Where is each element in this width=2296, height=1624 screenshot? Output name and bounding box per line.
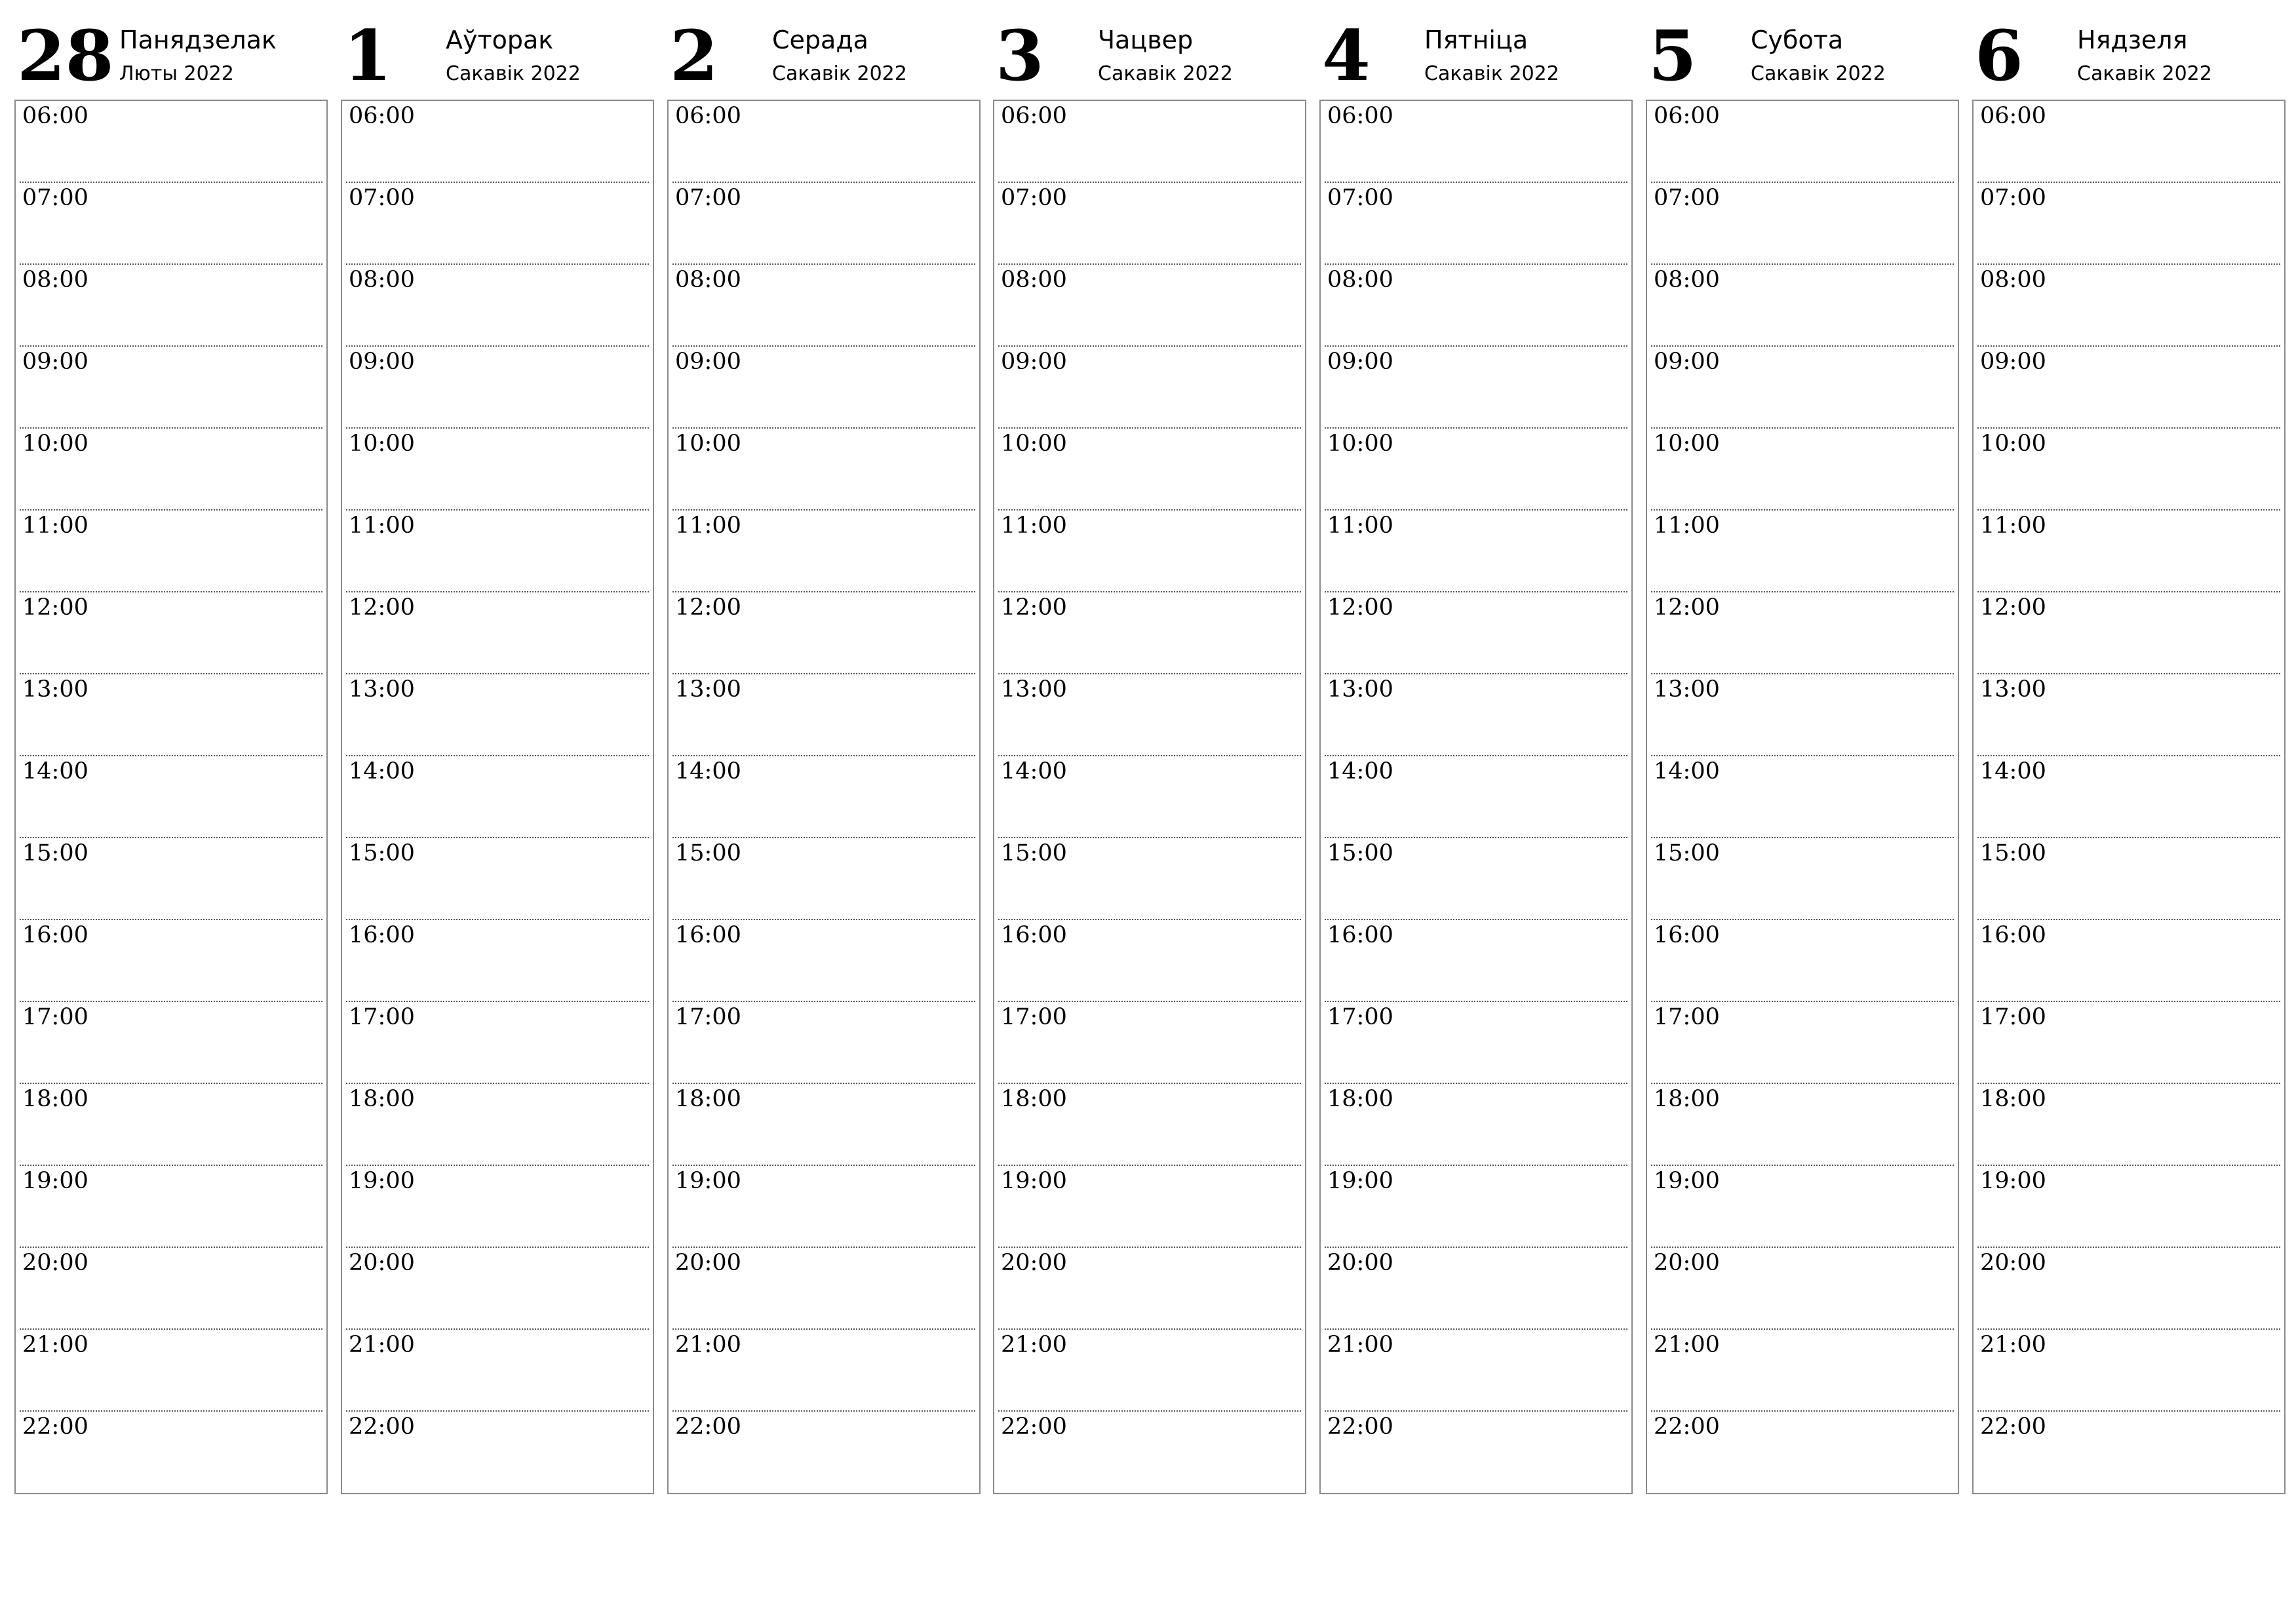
time-slot[interactable]: [669, 920, 979, 1002]
time-label: 08:00: [1654, 267, 1720, 293]
time-slot[interactable]: [16, 838, 326, 920]
time-label: 15:00: [1327, 840, 1393, 866]
day-header: [1646, 0, 1959, 100]
time-slot[interactable]: [16, 347, 326, 429]
time-slot[interactable]: [1321, 265, 1631, 347]
time-label: 16:00: [1327, 922, 1393, 948]
time-label: 07:00: [1001, 185, 1067, 211]
time-label: 21:00: [349, 1332, 415, 1358]
time-slot[interactable]: [16, 920, 326, 1002]
time-slot[interactable]: [994, 756, 1305, 838]
time-label: 18:00: [1654, 1086, 1720, 1112]
time-label: 13:00: [1001, 676, 1067, 703]
month-year: Сакавік 2022: [1751, 62, 1886, 85]
time-slot[interactable]: [994, 838, 1305, 920]
month-year: Люты 2022: [119, 62, 234, 85]
time-slot[interactable]: [1974, 592, 2284, 674]
time-label: 20:00: [22, 1250, 88, 1276]
time-label: 18:00: [1980, 1086, 2046, 1112]
time-slot[interactable]: [1321, 756, 1631, 838]
weekday-name: Аўторак: [446, 26, 554, 54]
time-slot[interactable]: [1974, 347, 2284, 429]
time-label: 14:00: [22, 758, 88, 784]
time-label: 20:00: [1654, 1250, 1720, 1276]
time-label: 11:00: [1327, 512, 1393, 539]
time-slot[interactable]: [1647, 592, 1958, 674]
time-label: 08:00: [1980, 267, 2046, 293]
time-label: 10:00: [1654, 431, 1720, 457]
time-slot[interactable]: [669, 838, 979, 920]
time-slot[interactable]: [1647, 756, 1958, 838]
day-schedule-box: [341, 100, 654, 1494]
time-slot[interactable]: [342, 511, 653, 592]
time-slot[interactable]: [1974, 1248, 2284, 1330]
time-slot[interactable]: [994, 674, 1305, 756]
time-slot[interactable]: [16, 756, 326, 838]
day-header: [341, 0, 654, 100]
time-slot[interactable]: [1321, 101, 1631, 183]
time-slot[interactable]: [1321, 1412, 1631, 1494]
day-schedule-box: [667, 100, 981, 1494]
time-slot[interactable]: [994, 920, 1305, 1002]
time-slot[interactable]: [1974, 674, 2284, 756]
weekday-name: Панядзелак: [119, 26, 277, 54]
time-label: 15:00: [1001, 840, 1067, 866]
time-slot[interactable]: [342, 101, 653, 183]
time-label: 10:00: [1980, 431, 2046, 457]
time-label: 12:00: [675, 594, 741, 621]
time-label: 22:00: [1327, 1414, 1393, 1440]
weekday-name: Пятніца: [1424, 26, 1528, 54]
time-label: 12:00: [349, 594, 415, 621]
day-column: [993, 0, 1306, 1501]
time-label: 13:00: [349, 676, 415, 703]
time-label: 06:00: [349, 103, 415, 129]
time-slot[interactable]: [1647, 1084, 1958, 1166]
time-slot[interactable]: [16, 1002, 326, 1084]
time-label: 17:00: [1654, 1004, 1720, 1030]
day-number: 3: [996, 14, 1044, 96]
time-slot[interactable]: [1974, 920, 2284, 1002]
time-label: 22:00: [675, 1414, 741, 1440]
time-label: 06:00: [1980, 103, 2046, 129]
time-slot[interactable]: [342, 756, 653, 838]
time-slot[interactable]: [16, 183, 326, 265]
day-column: [1972, 0, 2286, 1501]
time-label: 22:00: [1001, 1414, 1067, 1440]
time-label: 15:00: [1654, 840, 1720, 866]
time-slot[interactable]: [1974, 756, 2284, 838]
day-header: [993, 0, 1306, 100]
time-slot[interactable]: [1647, 674, 1958, 756]
time-label: 22:00: [1980, 1414, 2046, 1440]
time-slot[interactable]: [1647, 347, 1958, 429]
time-label: 16:00: [675, 922, 741, 948]
time-label: 20:00: [1327, 1250, 1393, 1276]
time-label: 13:00: [22, 676, 88, 703]
time-slot[interactable]: [994, 511, 1305, 592]
time-slot[interactable]: [1321, 920, 1631, 1002]
month-year: Сакавік 2022: [772, 62, 907, 85]
time-label: 16:00: [349, 922, 415, 948]
time-label: 21:00: [22, 1332, 88, 1358]
time-label: 19:00: [1327, 1168, 1393, 1194]
time-slot[interactable]: [994, 429, 1305, 511]
time-slot[interactable]: [16, 1330, 326, 1412]
time-label: 16:00: [22, 922, 88, 948]
day-header: [1972, 0, 2286, 100]
month-year: Сакавік 2022: [1098, 62, 1233, 85]
time-label: 10:00: [22, 431, 88, 457]
time-label: 08:00: [675, 267, 741, 293]
time-slot[interactable]: [994, 183, 1305, 265]
time-label: 21:00: [1001, 1332, 1067, 1358]
time-slot[interactable]: [1647, 1248, 1958, 1330]
time-label: 16:00: [1001, 922, 1067, 948]
time-label: 18:00: [675, 1086, 741, 1112]
time-slot[interactable]: [342, 1248, 653, 1330]
time-slot[interactable]: [16, 1248, 326, 1330]
time-slot[interactable]: [1647, 429, 1958, 511]
time-label: 15:00: [349, 840, 415, 866]
time-slot[interactable]: [16, 511, 326, 592]
time-label: 07:00: [675, 185, 741, 211]
time-label: 06:00: [1654, 103, 1720, 129]
time-slot[interactable]: [16, 265, 326, 347]
time-slot[interactable]: [669, 1084, 979, 1166]
time-label: 08:00: [22, 267, 88, 293]
time-slot[interactable]: [16, 592, 326, 674]
time-label: 09:00: [1980, 349, 2046, 375]
time-label: 22:00: [1654, 1414, 1720, 1440]
day-number: 28: [17, 14, 114, 96]
day-schedule-box: [1319, 100, 1633, 1494]
month-year: Сакавік 2022: [2077, 62, 2212, 85]
time-label: 18:00: [22, 1086, 88, 1112]
time-label: 20:00: [1980, 1250, 2046, 1276]
time-label: 14:00: [675, 758, 741, 784]
time-slot[interactable]: [1321, 1330, 1631, 1412]
day-header: [667, 0, 981, 100]
time-slot[interactable]: [1321, 511, 1631, 592]
time-label: 17:00: [1980, 1004, 2046, 1030]
time-label: 07:00: [1980, 185, 2046, 211]
time-label: 08:00: [349, 267, 415, 293]
time-label: 10:00: [1001, 431, 1067, 457]
time-label: 11:00: [1980, 512, 2046, 539]
time-slot[interactable]: [342, 838, 653, 920]
time-slot[interactable]: [1647, 511, 1958, 592]
time-label: 15:00: [675, 840, 741, 866]
time-label: 18:00: [349, 1086, 415, 1112]
time-slot[interactable]: [342, 429, 653, 511]
time-label: 13:00: [1980, 676, 2046, 703]
time-slot[interactable]: [1974, 265, 2284, 347]
day-schedule-box: [1646, 100, 1959, 1494]
time-slot[interactable]: [16, 1084, 326, 1166]
day-number: 1: [343, 14, 392, 96]
time-label: 08:00: [1001, 267, 1067, 293]
time-slot[interactable]: [994, 1330, 1305, 1412]
time-slot[interactable]: [994, 1412, 1305, 1494]
time-label: 21:00: [1327, 1332, 1393, 1358]
time-slot[interactable]: [1647, 920, 1958, 1002]
time-slot[interactable]: [1974, 1166, 2284, 1248]
time-label: 11:00: [22, 512, 88, 539]
time-label: 17:00: [1327, 1004, 1393, 1030]
time-slot[interactable]: [1647, 1330, 1958, 1412]
time-slot[interactable]: [342, 1084, 653, 1166]
time-label: 06:00: [1327, 103, 1393, 129]
time-slot[interactable]: [342, 920, 653, 1002]
time-label: 12:00: [1001, 594, 1067, 621]
day-column: [1646, 0, 1959, 1501]
time-label: 07:00: [349, 185, 415, 211]
weekday-name: Нядзеля: [2077, 26, 2188, 54]
time-label: 19:00: [1654, 1168, 1720, 1194]
time-label: 09:00: [1327, 349, 1393, 375]
time-label: 06:00: [675, 103, 741, 129]
time-slot[interactable]: [342, 183, 653, 265]
time-label: 10:00: [349, 431, 415, 457]
time-slot[interactable]: [1974, 511, 2284, 592]
time-slot[interactable]: [669, 592, 979, 674]
time-slot[interactable]: [1647, 265, 1958, 347]
time-slot[interactable]: [994, 1166, 1305, 1248]
time-slot[interactable]: [1974, 101, 2284, 183]
time-slot[interactable]: [1321, 838, 1631, 920]
time-slot[interactable]: [342, 674, 653, 756]
time-slot[interactable]: [1321, 1248, 1631, 1330]
time-slot[interactable]: [1321, 429, 1631, 511]
time-slot[interactable]: [669, 183, 979, 265]
time-slot[interactable]: [1647, 1412, 1958, 1494]
time-slot[interactable]: [1321, 592, 1631, 674]
day-column: [667, 0, 981, 1501]
time-label: 20:00: [675, 1250, 741, 1276]
time-slot[interactable]: [1647, 1002, 1958, 1084]
time-label: 14:00: [1001, 758, 1067, 784]
time-label: 10:00: [675, 431, 741, 457]
time-slot[interactable]: [1321, 674, 1631, 756]
time-slot[interactable]: [342, 1330, 653, 1412]
time-slot[interactable]: [669, 347, 979, 429]
time-slot[interactable]: [994, 592, 1305, 674]
time-slot[interactable]: [1974, 183, 2284, 265]
day-schedule-box: [14, 100, 328, 1494]
time-label: 18:00: [1001, 1086, 1067, 1112]
day-schedule-box: [1972, 100, 2286, 1494]
time-label: 07:00: [1654, 185, 1720, 211]
time-slot[interactable]: [994, 1248, 1305, 1330]
time-slot[interactable]: [994, 265, 1305, 347]
day-schedule-box: [993, 100, 1306, 1494]
time-slot[interactable]: [342, 592, 653, 674]
time-label: 09:00: [675, 349, 741, 375]
time-label: 19:00: [675, 1168, 741, 1194]
time-slot[interactable]: [669, 429, 979, 511]
time-label: 09:00: [1654, 349, 1720, 375]
time-label: 16:00: [1980, 922, 2046, 948]
time-label: 13:00: [675, 676, 741, 703]
time-label: 10:00: [1327, 431, 1393, 457]
day-header: [1319, 0, 1633, 100]
time-label: 22:00: [22, 1414, 88, 1440]
time-label: 09:00: [349, 349, 415, 375]
weekday-name: Серада: [772, 26, 868, 54]
time-label: 14:00: [1980, 758, 2046, 784]
time-label: 17:00: [675, 1004, 741, 1030]
time-label: 22:00: [349, 1414, 415, 1440]
time-label: 08:00: [1327, 267, 1393, 293]
time-label: 09:00: [22, 349, 88, 375]
time-slot[interactable]: [342, 347, 653, 429]
time-slot[interactable]: [1974, 1330, 2284, 1412]
time-slot[interactable]: [994, 1084, 1305, 1166]
time-slot[interactable]: [1974, 838, 2284, 920]
time-label: 15:00: [22, 840, 88, 866]
time-label: 11:00: [349, 512, 415, 539]
time-slot[interactable]: [994, 1002, 1305, 1084]
time-slot[interactable]: [669, 1166, 979, 1248]
time-label: 21:00: [1654, 1332, 1720, 1358]
day-column: [341, 0, 654, 1501]
time-label: 21:00: [675, 1332, 741, 1358]
time-label: 07:00: [1327, 185, 1393, 211]
time-slot[interactable]: [342, 265, 653, 347]
time-label: 14:00: [1327, 758, 1393, 784]
time-slot[interactable]: [669, 265, 979, 347]
time-slot[interactable]: [669, 511, 979, 592]
weekday-name: Субота: [1751, 26, 1844, 54]
time-label: 11:00: [1001, 512, 1067, 539]
day-number: 5: [1648, 14, 1697, 96]
time-label: 16:00: [1654, 922, 1720, 948]
time-slot[interactable]: [669, 101, 979, 183]
time-slot[interactable]: [342, 1166, 653, 1248]
time-label: 06:00: [22, 103, 88, 129]
time-label: 19:00: [1001, 1168, 1067, 1194]
time-label: 20:00: [349, 1250, 415, 1276]
time-label: 12:00: [1980, 594, 2046, 621]
time-slot[interactable]: [1974, 1412, 2284, 1494]
time-label: 06:00: [1001, 103, 1067, 129]
time-label: 11:00: [1654, 512, 1720, 539]
time-slot[interactable]: [1321, 1166, 1631, 1248]
time-label: 12:00: [22, 594, 88, 621]
day-column: [1319, 0, 1633, 1501]
time-label: 21:00: [1980, 1332, 2046, 1358]
time-slot[interactable]: [342, 1002, 653, 1084]
time-slot[interactable]: [1647, 183, 1958, 265]
time-slot[interactable]: [669, 756, 979, 838]
weekday-name: Чацвер: [1098, 26, 1194, 54]
time-slot[interactable]: [1321, 347, 1631, 429]
time-label: 19:00: [1980, 1168, 2046, 1194]
time-label: 13:00: [1654, 676, 1720, 703]
time-label: 17:00: [349, 1004, 415, 1030]
time-slot[interactable]: [669, 1412, 979, 1494]
time-slot[interactable]: [342, 1412, 653, 1494]
time-slot[interactable]: [669, 674, 979, 756]
time-slot[interactable]: [16, 1166, 326, 1248]
day-number: 2: [670, 14, 718, 96]
month-year: Сакавік 2022: [446, 62, 581, 85]
time-label: 09:00: [1001, 349, 1067, 375]
time-label: 14:00: [349, 758, 415, 784]
time-label: 12:00: [1654, 594, 1720, 621]
time-slot[interactable]: [16, 674, 326, 756]
time-slot[interactable]: [669, 1330, 979, 1412]
day-header: [14, 0, 328, 100]
time-label: 18:00: [1327, 1086, 1393, 1112]
time-slot[interactable]: [1647, 838, 1958, 920]
month-year: Сакавік 2022: [1424, 62, 1559, 85]
day-column: [14, 0, 328, 1501]
time-slot[interactable]: [1647, 1166, 1958, 1248]
time-label: 17:00: [22, 1004, 88, 1030]
day-number: 6: [1975, 14, 2023, 96]
time-slot[interactable]: [1974, 1084, 2284, 1166]
time-label: 11:00: [675, 512, 741, 539]
time-label: 14:00: [1654, 758, 1720, 784]
time-slot[interactable]: [994, 101, 1305, 183]
time-label: 07:00: [22, 185, 88, 211]
time-slot[interactable]: [16, 1412, 326, 1494]
day-number: 4: [1322, 14, 1371, 96]
time-slot[interactable]: [1647, 101, 1958, 183]
time-slot[interactable]: [1321, 183, 1631, 265]
time-slot[interactable]: [994, 347, 1305, 429]
time-label: 17:00: [1001, 1004, 1067, 1030]
time-label: 13:00: [1327, 676, 1393, 703]
time-slot[interactable]: [1974, 1002, 2284, 1084]
time-slot[interactable]: [1321, 1084, 1631, 1166]
weekly-planner: [14, 0, 2289, 1501]
time-label: 12:00: [1327, 594, 1393, 621]
time-slot[interactable]: [669, 1002, 979, 1084]
time-label: 19:00: [349, 1168, 415, 1194]
time-label: 15:00: [1980, 840, 2046, 866]
time-slot[interactable]: [1974, 429, 2284, 511]
time-slot[interactable]: [16, 101, 326, 183]
time-label: 20:00: [1001, 1250, 1067, 1276]
time-slot[interactable]: [1321, 1002, 1631, 1084]
time-label: 19:00: [22, 1168, 88, 1194]
time-slot[interactable]: [16, 429, 326, 511]
time-slot[interactable]: [669, 1248, 979, 1330]
